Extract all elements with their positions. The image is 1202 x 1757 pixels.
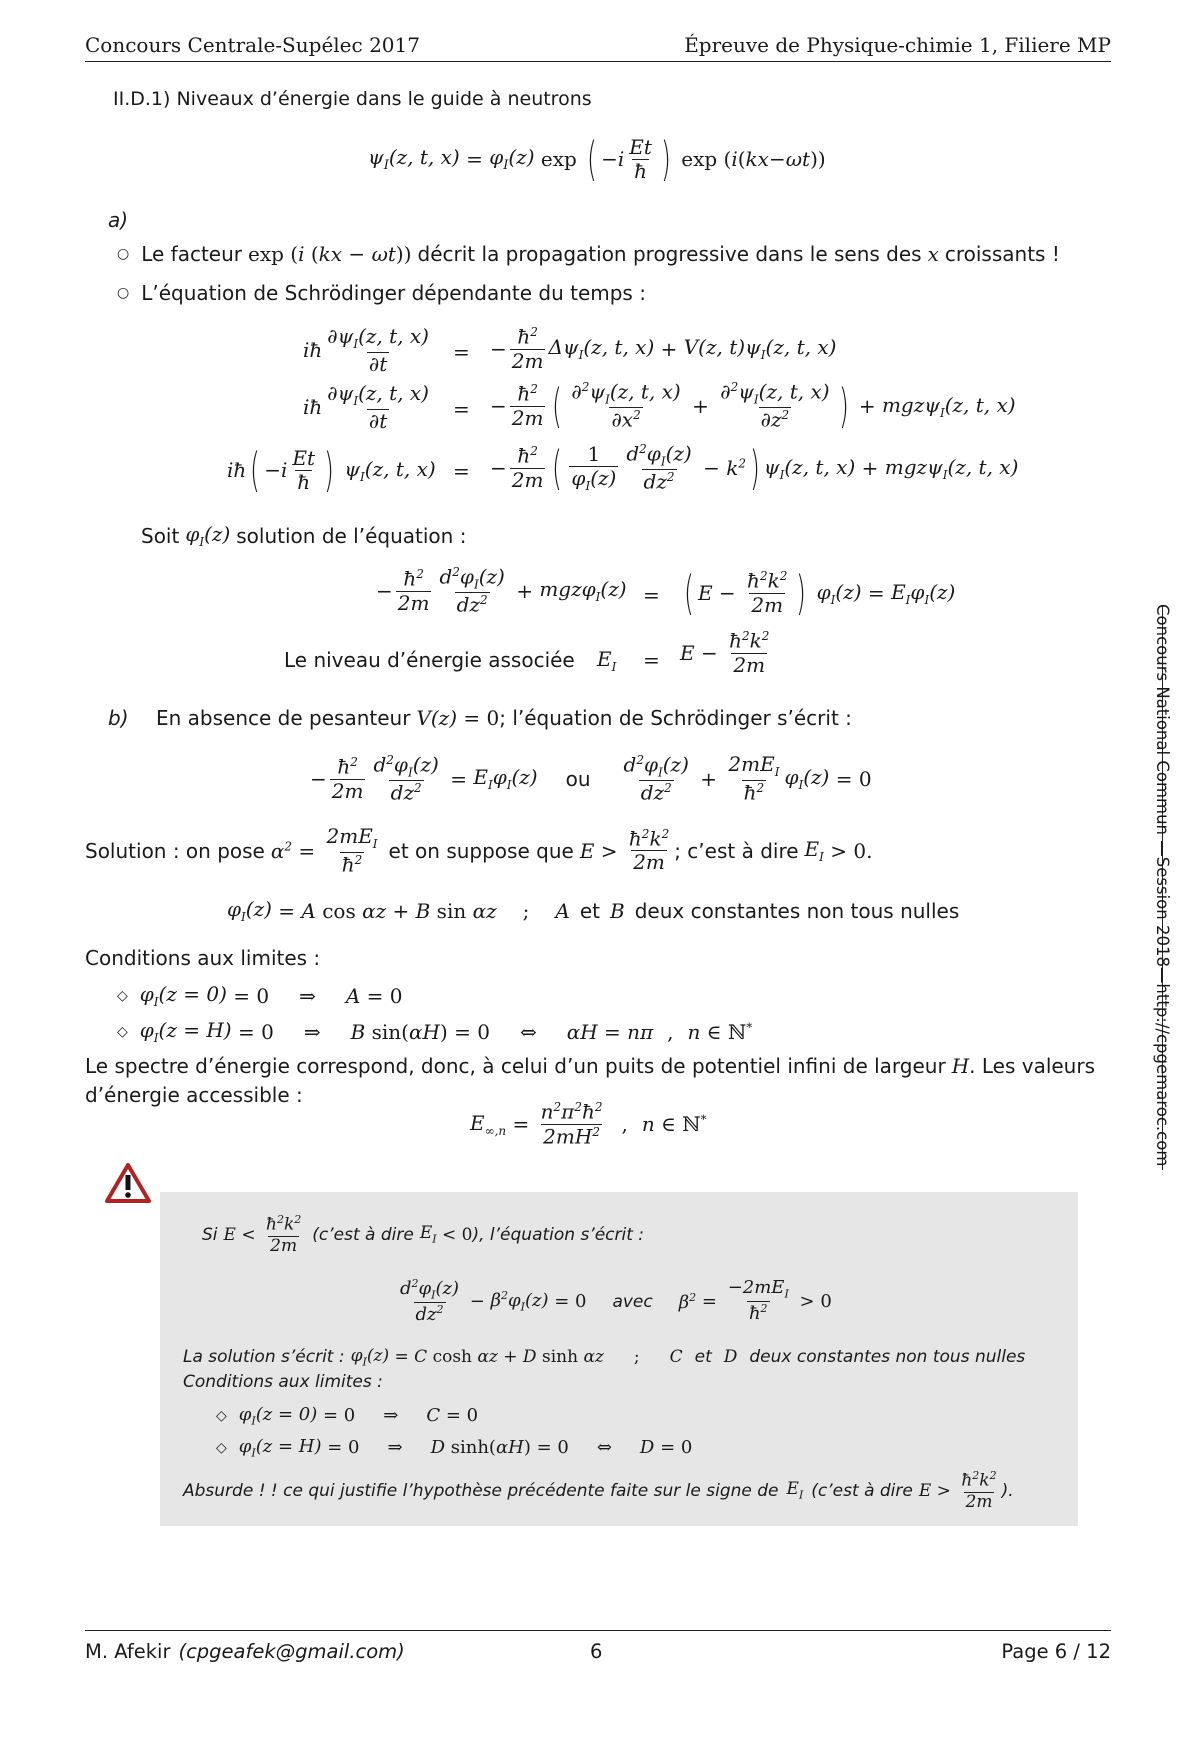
solution-end: ; c’est à dire [674, 838, 799, 863]
header-right: Épreuve de Physique-chimie 1, Filiere MP [684, 33, 1111, 57]
warning-condition-2: ◇ $\varphi_I(z = H)$ = 0 ⇒ D sinh( αH ) = 0 ⇔ D = 0 [216, 1436, 693, 1460]
section-title: II.D.1) Niveaux d’énergie dans le guide à neutrons [113, 88, 592, 110]
part-b-text: En absence de pesanteur [156, 706, 411, 730]
footer-rule [85, 1630, 1111, 1631]
ou-word: ou [565, 766, 591, 791]
bullet-diamond-icon: ◇ [216, 1439, 227, 1456]
bullet-2-text: L’équation de Schrödinger dépendante du temps : [141, 281, 646, 305]
bullet-1-var: x [927, 242, 939, 266]
soit-after: solution de l’équation : [236, 523, 467, 548]
warning-avec: avec [612, 1291, 653, 1312]
conditions-title: Conditions aux limites : [85, 946, 321, 970]
warning-conditions: Conditions aux limites : [183, 1372, 383, 1392]
header-rule [85, 61, 1111, 62]
part-b-label: b) [108, 706, 129, 730]
warning-intro-si: Si [202, 1224, 218, 1245]
condition-2: ◇ $\varphi_I(z = H)$ = 0 ⇒ B sin( αH ) = 0 ⇔ αH = nπ , n ∈ ℕ* [117, 1018, 753, 1045]
spectrum-text-1a: Le spectre d’énergie correspond, donc, à celui d’un puits de potentiel infini de largeur [85, 1054, 946, 1078]
spectrum-text-1b: . Les valeurs [969, 1054, 1095, 1078]
part-b-line: En absence de pesanteur V(z) = 0 ; l’équation de Schrödinger s’écrit : [156, 706, 852, 730]
warning-solution-text: La solution s’écrit : [183, 1347, 345, 1368]
bullet-circle-icon: ○ [117, 285, 130, 301]
eq-sign: = [643, 648, 660, 672]
footer-center: 6 [590, 1640, 603, 1663]
footer-author: M. Afekir [85, 1640, 171, 1663]
soit-text: Soit [141, 523, 180, 548]
warning-equation: $d^2\varphi_I(z)$ $dz^2$ − $\beta^2\varphi_I(z)$ = 0 avec $\beta^2$ = $-2mE_I$ $ħ^2$ > 0 [400, 1277, 832, 1326]
warning-absurde: Absurde ! ! ce qui justifie l’hypothèse précédente faite sur le signe de $E_I$ (c’est à dire E > $ħ^2k^2$ 2m ). [183, 1469, 1014, 1512]
eq-sign: = [643, 583, 660, 607]
bullet-1: ○ Le facteur exp (i (kx − ωt)) décrit la propagation progressive dans le sens des x croissants ! [117, 242, 1060, 266]
bullet-diamond-icon: ◇ [216, 1407, 227, 1424]
footer-right: Page 6 / 12 [1001, 1640, 1111, 1663]
warning-icon [104, 1162, 152, 1204]
equation-line-2: iħ $\partial\psi_I(z$, t, x) ∂t [303, 381, 429, 433]
general-solution: $\varphi_I(z)$ = A cos αz + B sin αz ; A et B deux constantes non tous nulles [227, 897, 960, 924]
eq-sign: = [453, 397, 470, 421]
bullet-1-end: croissants ! [944, 242, 1060, 266]
footer-email[interactable]: (cpgeafek@gmail.com) [178, 1640, 405, 1663]
warning-intro-paren: (c’est à dire [312, 1224, 414, 1245]
equation-free: − $\frac{ħ^2}{2m}$ $\frac{d^2\varphi_I(z)}{dz^2}$ = $E_I\varphi_I(z)$ ou $d^2\varphi_I(z)$ $dz^2$ + $2mE_I$ $ħ^2$ $\varphi_I(z)$ = 0 [310, 752, 872, 805]
solution-prefix: Solution : on pose [85, 838, 265, 863]
bullet-1-after: décrit la propagation progressive dans le sens des [417, 242, 922, 266]
soit-line: Soit $\varphi_I(z)$ solution de l’équation : [141, 522, 467, 549]
equation-line-2-rhs: − $\frac{ħ^2}{2m}$ ( $\partial^2\psi_I(z$, t, x) $\partial x^2$ + $\frac{\partial^2\psi_I(z, t, x)}{\partial z^2}$ ) + mgzψ$_I$(z, t, x) [490, 379, 1016, 433]
warning-condition-1: ◇ $\varphi_I(z = 0)$ = 0 ⇒ C = 0 [216, 1404, 479, 1428]
header-left: Concours Centrale-Supélec 2017 [85, 33, 420, 57]
bullet-2 [117, 281, 646, 305]
equation-ansatz: $\psi_I(z$, t, x) = $\varphi_I(z)$ exp ( − i Et ħ ) exp ( i ( kx − ωt )) [368, 132, 826, 186]
spectrum-text-2: d’énergie accessible : [85, 1083, 303, 1107]
warning-solution: La solution s’écrit : $\varphi_I(z)$ = C cosh αz + D sinh αz ; C et D deux constantes non tous nulles [183, 1346, 1026, 1369]
bullet-circle-icon: ○ [117, 246, 130, 262]
equation-spectrum: $E_{\infty,n}$ = $\frac{n^2\pi^2ħ^2}{2mH^2}$ , n ∈ ℕ* [470, 1099, 707, 1149]
niveau-label: Le niveau d’énergie associée [284, 648, 575, 672]
equation-stationary: − $\frac{ħ^2}{2m}$ $d^2\varphi_I(z)$ $dz^2$ + mgzφ$_I$(z) [376, 564, 627, 617]
solution-mid: et on suppose que [388, 838, 574, 863]
solution-line: Solution : on pose $\alpha^2$ = $2mE_I$ $ħ^2$ et on suppose que E > $ħ^2k^2$ 2m ; c’est à dire $E_I$ > 0. [85, 824, 873, 877]
equation-energy-level-rhs: E − $\frac{ħ^2k^2}{2m}$ [680, 628, 770, 677]
bullet-diamond-icon: ◇ [117, 987, 128, 1004]
warning-intro-end: ), l’équation s’écrit : [472, 1224, 645, 1245]
side-text: Concours National Commun —Session 2018—http://cpgemaroc.com [1153, 604, 1172, 1167]
condition-1: ◇ $\varphi_I(z = 0)$ = 0 ⇒ A = 0 [117, 982, 403, 1009]
part-b-after: ; l’équation de Schrödinger s’écrit : [499, 706, 852, 730]
warning-intro: Si E < $ħ^2k^2$ 2m (c’est à dire $E_I$ < 0 ), l’équation s’écrit : [202, 1213, 645, 1256]
eq-sign: = [453, 340, 470, 364]
equation-energy-level: $E_I$ [597, 647, 617, 674]
warning-et-word: et [694, 1347, 712, 1368]
warning-absurde-paren: (c’est à dire [811, 1480, 913, 1501]
general-solution-text: deux constantes non tous nulles [634, 898, 960, 923]
et-word: et [579, 898, 600, 923]
eq-sign: = [453, 459, 470, 483]
footer-left [85, 1640, 405, 1663]
equation-line-3-rhs: − $\frac{ħ^2}{2m}$ ( 1 $\varphi_I(z)$ $d^2\varphi_I(z)$ $dz^2$ − $k^2$ ) $\psi_I(z$, t, x) + mgzψ$_I$(z, t, x) [490, 441, 1019, 495]
equation-line-1-rhs: − $\frac{ħ^2}{2m}$ $\Delta\psi_I(z$, t, x) + V(z, $t)\psi_I(z$, t, x) [490, 324, 837, 373]
bullet-1-before: Le facteur [141, 242, 243, 266]
equation-stationary-rhs: ( E − $\frac{ħ^2k^2}{2m}$ ) $\varphi_I(z)$ = $E_I\varphi_I(z)$ [684, 566, 956, 620]
warning-absurde-text: Absurde ! ! ce qui justifie l’hypothèse précédente faite sur le signe de [183, 1480, 779, 1501]
bullet-diamond-icon: ◇ [117, 1023, 128, 1040]
spectrum-text-1: Le spectre d’énergie correspond, donc, à celui d’un puits de potentiel infini de largeur H . Les valeurs [85, 1054, 1095, 1078]
equation-line-1: iħ $\partial\psi_I(z$, t, x) ∂t [303, 324, 429, 376]
warning-solution-tail: deux constantes non tous nulles [749, 1347, 1026, 1368]
equation-line-3: iħ ( − i Et ħ ) $\psi_I(z$, t, x) [227, 443, 436, 497]
part-a-label: a) [108, 208, 129, 232]
